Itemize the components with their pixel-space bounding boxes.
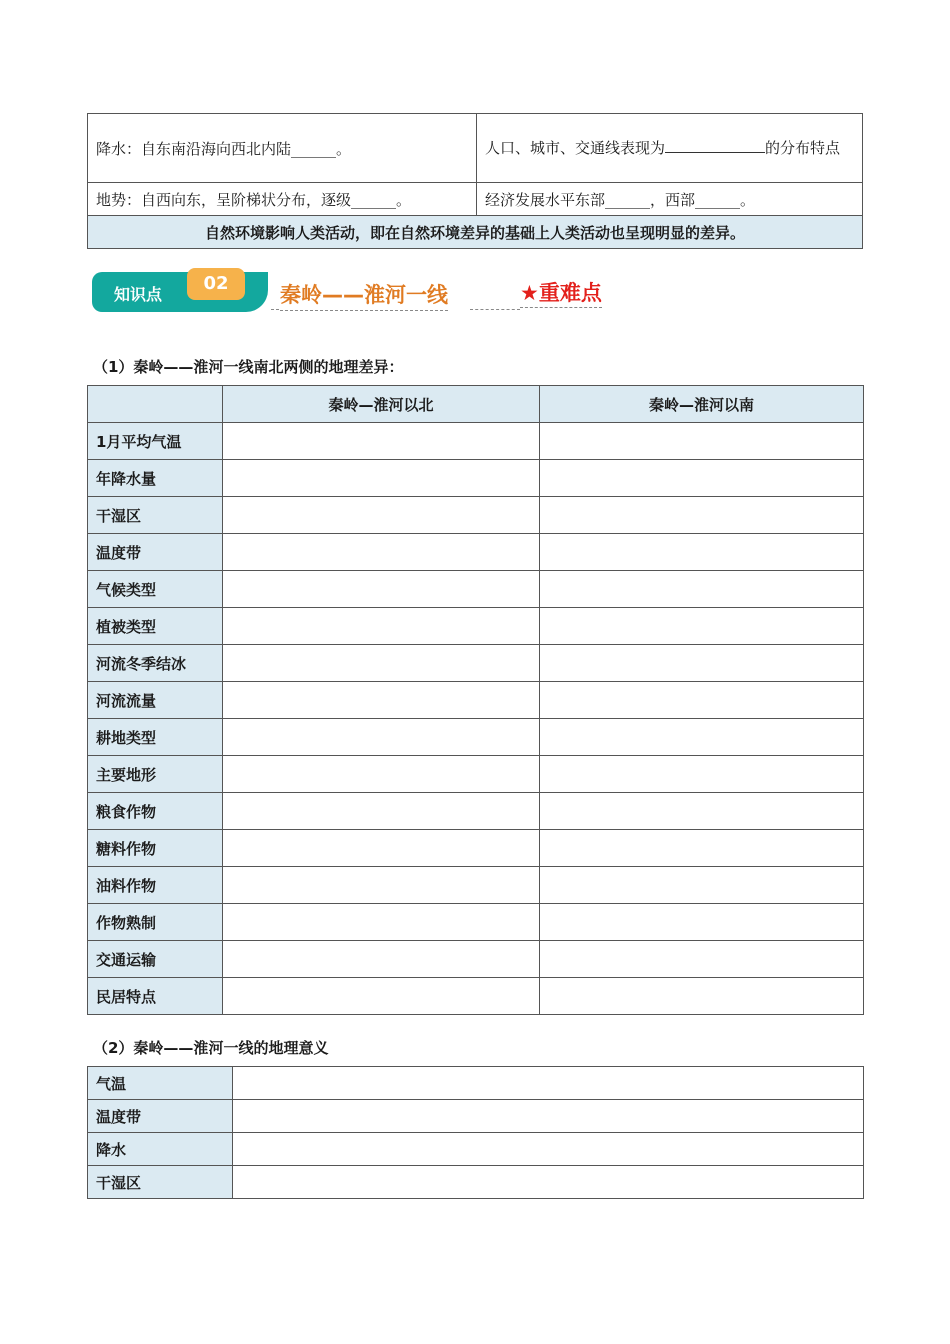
answer-cell[interactable] [223,608,540,645]
answer-cell[interactable] [223,830,540,867]
row-label: 糖料作物 [88,830,223,867]
answer-cell[interactable] [540,682,864,719]
answer-cell[interactable] [540,978,864,1015]
dash-decoration [271,309,279,310]
answer-cell[interactable] [223,719,540,756]
header-north: 秦岭—淮河以北 [223,386,540,423]
answer-cell[interactable] [223,534,540,571]
answer-cell[interactable] [233,1133,864,1166]
answer-cell[interactable] [223,497,540,534]
table-row [88,867,864,904]
fill-blank[interactable] [665,151,765,153]
table-row [88,1100,864,1133]
answer-cell[interactable] [223,904,540,941]
table-row [88,1166,864,1199]
table-row [88,534,864,571]
table-row [88,978,864,1015]
answer-cell[interactable] [540,497,864,534]
answer-cell[interactable] [223,423,540,460]
answer-cell[interactable] [540,867,864,904]
answer-cell[interactable] [540,645,864,682]
precipitation-cell: 降水：自东南沿海向西北内陆______。 [88,114,477,183]
dash-decoration [470,309,520,310]
answer-cell[interactable] [540,793,864,830]
row-label: 耕地类型 [88,719,223,756]
table-row [88,423,864,460]
answer-cell[interactable] [540,608,864,645]
section-title: 秦岭——淮河一线 [280,279,448,311]
row-label: 主要地形 [88,756,223,793]
terrain-cell: 地势：自西向东，呈阶梯状分布，逐级______。 [88,183,477,216]
table-row [88,719,864,756]
header-south: 秦岭—淮河以南 [540,386,864,423]
row-label: 交通运输 [88,941,223,978]
table-row [88,793,864,830]
answer-cell[interactable] [223,460,540,497]
table-row [88,608,864,645]
answer-cell[interactable] [540,830,864,867]
row-label: 温度带 [88,1100,233,1133]
row-label: 气候类型 [88,571,223,608]
table-row [88,645,864,682]
row-label: 温度带 [88,534,223,571]
row-label: 气温 [88,1067,233,1100]
answer-cell[interactable] [540,719,864,756]
knowledge-point-badge [92,268,268,314]
row-label: 油料作物 [88,867,223,904]
answer-cell[interactable] [223,571,540,608]
table-row [88,571,864,608]
table-row [88,497,864,534]
economy-cell: 经济发展水平东部______，西部______。 [477,183,863,216]
answer-cell[interactable] [540,904,864,941]
summary-banner: 自然环境影响人类活动，即在自然环境差异的基础上人类活动也呈现明显的差异。 [88,216,863,249]
header-blank [88,386,223,423]
answer-cell[interactable] [540,423,864,460]
section1-heading: （1）秦岭——淮河一线南北两侧的地理差异： [93,358,404,376]
table-row [88,904,864,941]
row-label: 粮食作物 [88,793,223,830]
answer-cell[interactable] [223,682,540,719]
row-label: 1月平均气温 [88,423,223,460]
significance-table [87,1066,864,1199]
answer-cell[interactable] [233,1067,864,1100]
table-row [88,830,864,867]
key-point-marker: ★重难点 [520,277,602,308]
row-label: 干湿区 [88,497,223,534]
row-label: 民居特点 [88,978,223,1015]
answer-cell[interactable] [223,756,540,793]
answer-cell[interactable] [540,941,864,978]
row-label: 年降水量 [88,460,223,497]
badge-number: 02 [187,268,245,300]
answer-cell[interactable] [223,793,540,830]
answer-cell[interactable] [540,571,864,608]
answer-cell[interactable] [540,756,864,793]
top-summary-table [87,113,863,249]
table-row [88,1133,864,1166]
differences-table [87,385,864,1015]
answer-cell[interactable] [223,941,540,978]
row-label: 河流冬季结冰 [88,645,223,682]
answer-cell[interactable] [223,978,540,1015]
row-label: 河流流量 [88,682,223,719]
row-label: 植被类型 [88,608,223,645]
table-row [88,460,864,497]
answer-cell[interactable] [223,645,540,682]
population-cell: 人口、城市、交通线表现为 的分布特点 [477,114,863,183]
answer-cell[interactable] [540,534,864,571]
row-label: 干湿区 [88,1166,233,1199]
table-row [88,1067,864,1100]
answer-cell[interactable] [233,1100,864,1133]
answer-cell[interactable] [223,867,540,904]
table-row [88,941,864,978]
answer-cell[interactable] [540,460,864,497]
badge-label: 知识点 [114,285,163,304]
answer-cell[interactable] [233,1166,864,1199]
row-label: 作物熟制 [88,904,223,941]
section2-heading: （2）秦岭——淮河一线的地理意义 [93,1039,329,1057]
table-row [88,756,864,793]
row-label: 降水 [88,1133,233,1166]
table-row [88,682,864,719]
